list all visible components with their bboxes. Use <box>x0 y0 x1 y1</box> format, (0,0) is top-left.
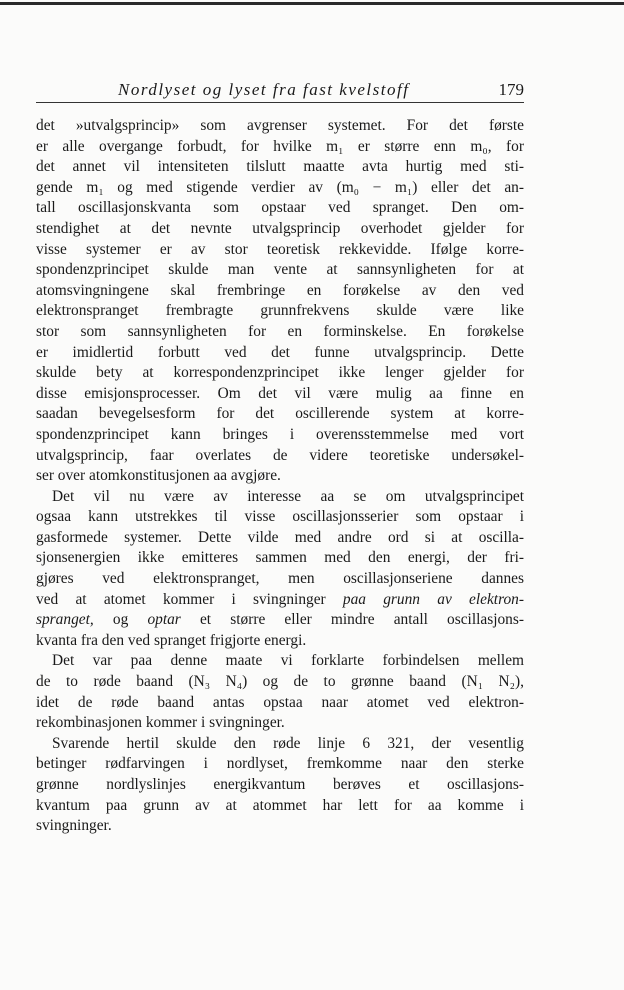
text-line: stendighet at det nevnte utvalgsprincip overhodet gjelder for <box>36 219 524 237</box>
paragraph-end-line: ser over atomkonstitusjonen aa avgjøre. <box>36 467 281 485</box>
page-header <box>36 80 524 103</box>
page-number: 179 <box>498 80 524 99</box>
text-line <box>36 590 524 611</box>
text-line: atomsvingningene skal frembringe en forøkelse av den ved <box>36 281 524 299</box>
text-line: sjonsenergien ikke emitteres sammen med den energi, der fri- <box>36 549 524 567</box>
text-line: ogsaa kann utstrekkes til visse oscillasjonsserier som opstaar i <box>36 508 524 526</box>
text-line: spondenzprincipet skulde man vente at sannsynligheten for at <box>36 261 524 279</box>
text-line: kvantum paa grunn av at atommet har lett for aa komme i <box>36 796 524 814</box>
text-line: idet de røde baand antas opstaa naar atomet ved elektron- <box>36 693 524 711</box>
text-line: visse systemer er av stor teoretisk rekkevidde. Ifølge korre- <box>36 240 524 258</box>
text-line: er alle overgange forbudt, for hvilke m₁ er større enn m₀, for <box>36 137 524 155</box>
text-line <box>36 610 524 631</box>
paragraph-start-line: Det vil nu være av interesse aa se om utvalgsprincipet <box>52 487 524 505</box>
italic-phrase: paa grunn av elektron- <box>342 590 524 608</box>
text-line: saadan bevegelsesform for det oscillerende system at korre- <box>36 405 524 423</box>
text-line: det »utvalgsprincip» som avgrenser systemet. For det første <box>36 117 524 134</box>
line-segment: ved at atomet kommer i svingninger <box>36 590 343 608</box>
text-line: disse emisjonsprocesser. Om det vil være mulig aa finne en <box>36 384 524 402</box>
paragraph-end-line: kvanta fra den ved spranget frigjorte energi. <box>36 631 307 649</box>
top-edge-rule <box>0 2 624 5</box>
body-text <box>36 116 524 837</box>
running-title: Nordlyset og lyset fra fast kvelstoff <box>118 80 410 99</box>
text-line: det annet vil intensiteten tilslutt maatte avta hurtig med sti- <box>36 158 524 176</box>
text-line: spondenzprincipet kann bringes i overensstemmelse med vort <box>36 425 524 443</box>
text-line: er imidlertid forbutt ved det funne utvalgsprincip. Dette <box>36 343 524 361</box>
book-page <box>36 80 524 837</box>
paragraph-end-line: rekombinasjonen kommer i svingninger. <box>36 714 285 732</box>
paragraph-start-line: Svarende hertil skulde den røde linje 6 321, der vesentlig <box>52 734 524 752</box>
text-line: stor som sannsynligheten for en forminskelse. En forøkelse <box>36 322 524 340</box>
italic-phrase: spranget, <box>36 611 94 629</box>
text-line: tall oscillasjonskvanta som opstaar ved spranget. Den om- <box>36 199 524 217</box>
paragraph-end-line: svingninger. <box>36 817 112 835</box>
text-line: skulde bety at korrespondenzprincipet ikke lenger gjelder for <box>36 364 524 382</box>
text-line: elektronspranget frembragte grunnfrekvens skulde være like <box>36 302 524 320</box>
text-line: de to røde baand (N₃ N₄) og de to grønne baand (N₁ N₂), <box>36 673 524 691</box>
text-line: gjøres ved elektronspranget, men oscillasjonseriene dannes <box>36 570 524 588</box>
text-line: grønne nordlyslinjes energikvantum berøves et oscillasjons- <box>36 776 524 793</box>
line-segment: og <box>93 611 148 629</box>
paragraph-start-line: Det var paa denne maate vi forklarte forbindelsen mellem <box>52 652 524 670</box>
italic-phrase: optar <box>147 611 181 629</box>
text-line: gasformede systemer. Dette vilde med andre ord si at oscilla- <box>36 528 524 546</box>
line-segment: et større eller mindre antall oscillasjons- <box>180 611 524 629</box>
text-line: gende m₁ og med stigende verdier av (m₀ − m₁) eller det an- <box>36 178 524 196</box>
text-line: utvalgsprincip, faar overlates de videre teoretiske undersøkel- <box>36 446 524 464</box>
text-line: betinger rødfarvingen i nordlyset, fremkomme naar den sterke <box>36 755 524 773</box>
